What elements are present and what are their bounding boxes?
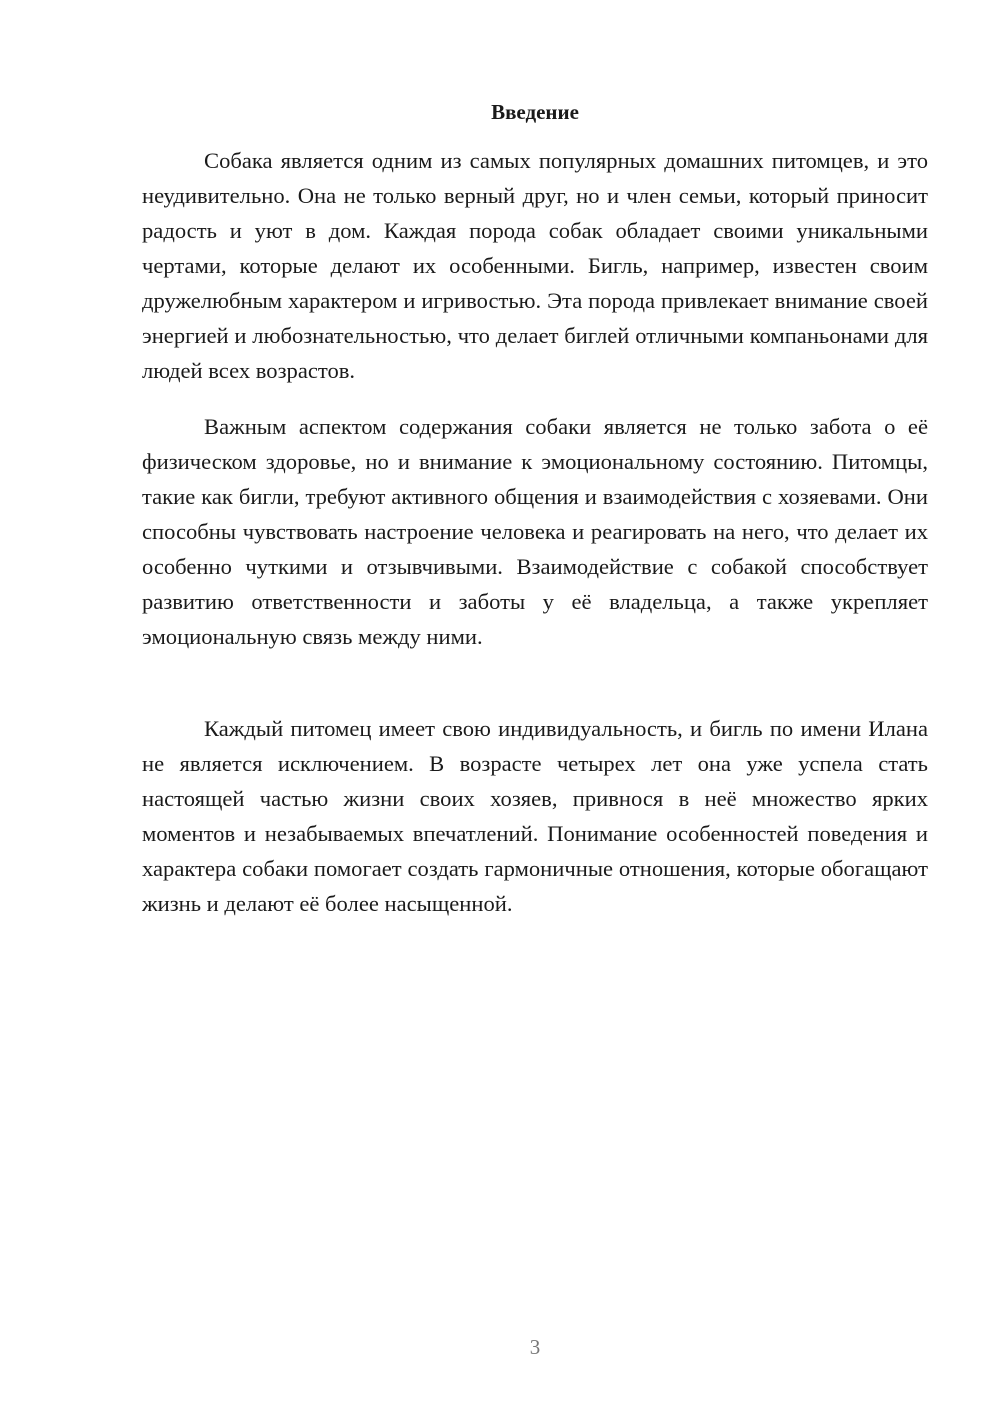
paragraph-intro: Собака является одним из самых популярных домашних питомцев, и это неудивительно. Она не только верный друг, но и член семьи, который приносит радость и уют в дом. Каждая порода собак обладает своими уникальными чертами, которые делают их особенными. Бигль, например, известен своим дружелюбным характером и игривостью. Эта порода привлекает внимание своей энергией и любознательностью, что делает биглей отличными компаньонами для людей всех возрастов. [142, 148, 928, 383]
section-heading: Введение [491, 100, 579, 124]
paragraph-care: Важным аспектом содержания собаки является не только забота о её физическом здоровье, но и внимание к эмоциональному состоянию. Питомцы, такие как бигли, требуют активного общения и взаимодействия с хозяевами. Они способны чувствовать настроение человека и реагировать на него, что делает их особенно чуткими и отзывчивыми. Взаимодействие с собакой способствует развитию ответственности и заботы у её владельца, а также укрепляет эмоциональную связь между ними. [142, 414, 928, 649]
page-number: 3 [529, 1335, 541, 1359]
paragraph-ilana: Каждый питомец имеет свою индивидуальность, и бигль по имени Илана не является исключением. В возрасте четырех лет она уже успела стать настоящей частью жизни своих хозяев, привнося в неё множество ярких моментов и незабываемых впечатлений. Понимание особенностей поведения и характера собаки помогает создать гармоничные отношения, которые обогащают жизнь и делают её более насыщенной. [142, 716, 928, 916]
